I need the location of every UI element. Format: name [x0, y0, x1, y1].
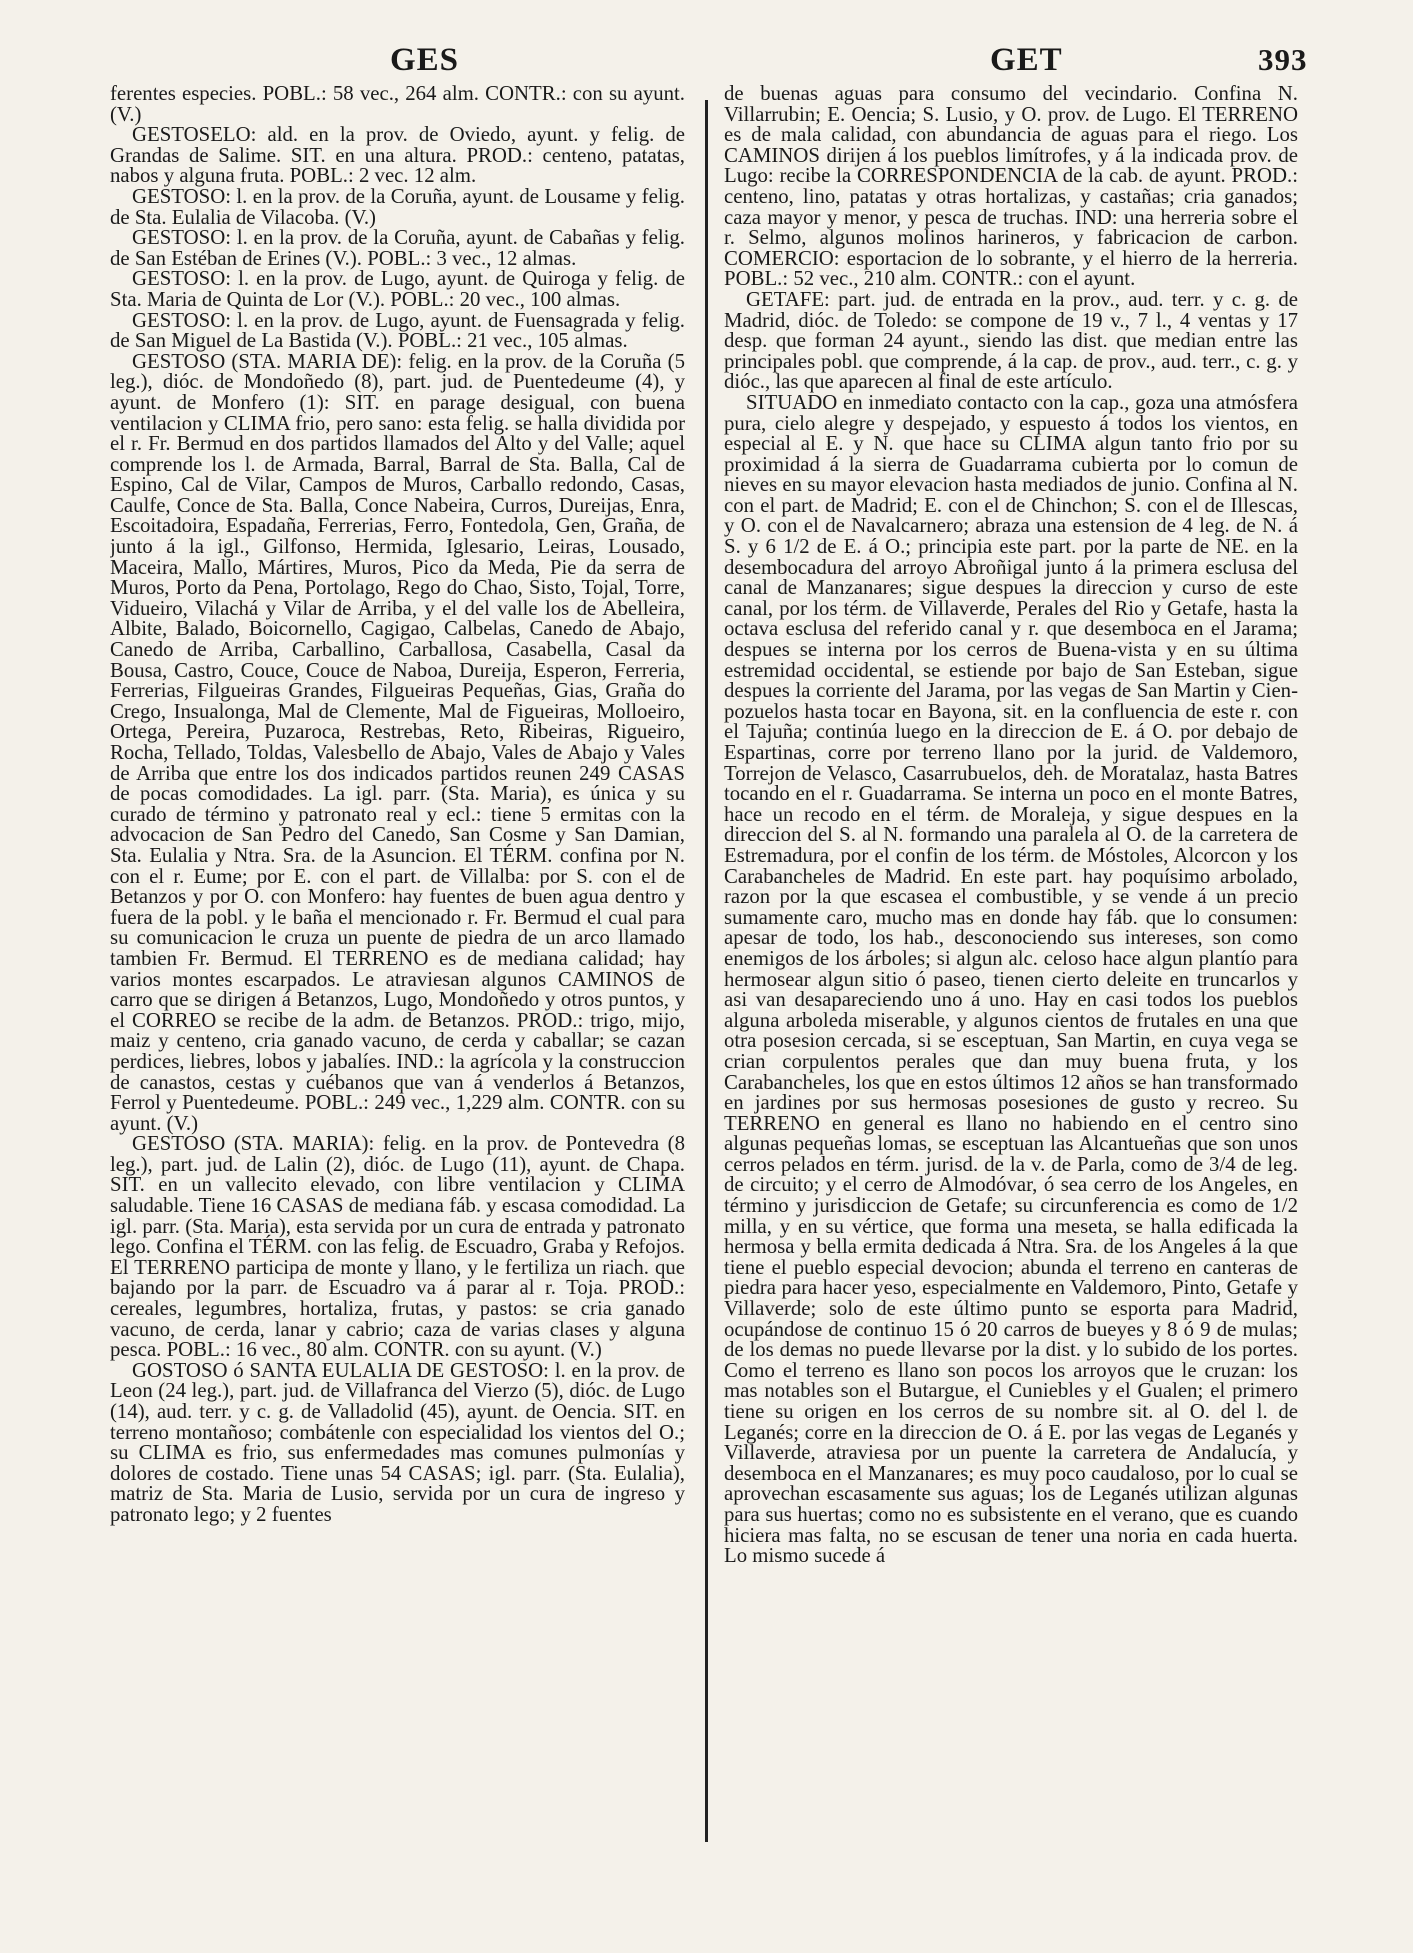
- column-divider: [705, 100, 708, 1842]
- entry-paragraph: GESTOSELO: ald. en la prov. de Oviedo, ayunt. y felig. de Grandas de Salime. SIT. en una altura. PROD.: centeno, patatas, nabos y alguna fruta. POBL.: 2 vec. 12 alm.: [110, 123, 685, 188]
- entry-paragraph: GESTOSO (STA. MARIA): felig. en la prov. de Pontevedra (8 leg.), part. jud. de Lalin (2), dióc. de Lugo (11), ayunt. de Chapa. SIT. en un vallecito elevado, con libre ventilacion y CLIMA saludable. Tiene 16 CASAS de mediana fáb. y escasa comodidad. La igl. parr. (Sta. Maria), esta servida por un cura de entrada y patronato lego. Confina el TÉRM. con las felig. de Escuadro, Graba y Refojos. El TERRENO participa de monte y llano, y le fertiliza un riach. que bajando por la parr. de Escuadro va á parar al r. Toja. PROD.: cereales, legumbres, hortaliza, frutas, y pastos: se cria ganado vacuno, de cerda, lanar y cabrio; caza de varias clases y alguna pesca. POBL.: 16 vec., 80 alm. CONTR. con su ayunt. (V.): [110, 1132, 685, 1362]
- page-number: 393: [1258, 42, 1308, 77]
- right-column: [724, 84, 1298, 1846]
- entry-paragraph: SITUADO en inmediato contacto con la cap., goza una atmósfera pura, cielo alegre y despejado, y espuesto á todos los vientos, en especial al E. y N. que hace su CLIMA algun tanto frio por su proximidad á la sierra de Guadarrama cubierta por lo comun de nieves en su mayor elevacion hasta mediados de junio. Confina al N. con el part. de Madrid; E. con el de Chinchon; S. con el de Illescas, y O. con el de Navalcarnero; abraza una estension de 4 leg. de N. á S. y 6 1/2 de E. á O.; principia este part. por la parte de NE. en la desembocadura del arroyo Abroñigal junto á la primera esclusa del canal de Manzanares; sigue despues la direccion y curso de este canal, por los térm. de Villaverde, Perales del Rio y Getafe, hasta la octava esclusa del referido canal y r. que desemboca en el Jarama; despues se interna por los cerros de Buena-vista y en su última estremidad occidental, se estiende por bajo de San Esteban, sigue despues la corriente del Jarama, por las vegas de San Martin y Cien-pozuelos hasta tocar en Bayona, sit. en la confluencia de este r. con el Tajuña; continúa luego en la direccion de E. á O. por debajo de Espartinas, corre por terreno llano por la jurid. de Valdemoro, Torrejon de Velasco, Casarrubuelos, deh. de Moratalaz, hasta Batres tocando en el r. Guadarrama. Se interna un poco en el monte Batres, hace un recodo en el térm. de Moraleja, y sigue despues en la direccion del S. al N. formando una paralela al O. de la carretera de Estremadura, por el confin de los térm. de Móstoles, Alcorcon y los Carabancheles de Madrid. En este part. hay poquísimo arbolado, razon por la que escasea el combustible, y se vende á un precio sumamente caro, mucho mas en donde hay fáb. que lo consumen: apesar de todo, los hab., desconociendo sus intereses, son como enemigos de los árboles; si algun alc. celoso hace algun plantío para hermosear algun sitio ó paseo, tienen cierto deleite en truncarlos y asi van desapareciendo uno á uno. Hay en casi todos los pueblos alguna arboleda miserable, y algunos cientos de frutales en una que otra posesion cercada, si se esceptuan, San Martin, en cuya vega se crian corpulentos perales que dan muy buena fruta, y los Carabancheles, los que en estos últimos 12 años se han transformado en jardines por sus hermosas posesiones de gusto y recreo. Su TERRENO en general es llano no habiendo en el centro sino algunas pequeñas lomas, se esceptuan las Alcantueñas que son unos cerros pelados en térm. jurisd. de la v. de Parla, como de 3/4 de leg. de circuito; y el cerro de Almodóvar, ó sea cerro de los Angeles, en término y jurisdiccion de Getafe; su circunferencia es como de 1/2 milla, y en su vértice, que forma una meseta, se halla edificada la hermosa y bella ermita dedicada á Ntra. Sra. de los Angeles á la que tiene el pueblo especial devocion; abunda el terreno en canteras de piedra para hacer yeso, especialmente en Valdemoro, Pinto, Getafe y Villaverde; solo de este último punto se esporta para Madrid, ocupándose de continuo 15 ó 20 carros de bueyes y 8 ó 9 de mulas; de los demas no puede llevarse por la dist. y lo subido de los portes. Como el terreno es llano son pocos los arroyos que le cruzan: los mas notables son el Butargue, el Cuniebles y el Gualen; el primero tiene su origen en los cerros de su nombre sit. al O. del l. de Leganés; corre en la direccion de O. á E. por las vegas de Leganés y Villaverde, atraviesa por un puente la carretera de Andalucía, y desemboca en el Manzanares; es muy poco caudaloso, por lo cual se aprovechan escasamente sus aguas; los de Leganés utilizan algunas para sus huertas; como no es subsistente en el verano, que es cuando hiciera mas falta, no se escusan de tener una noria en cada huerta. Lo mismo sucede á: [724, 390, 1298, 1568]
- entry-paragraph: ferentes especies. POBL.: 58 vec., 264 alm. CONTR.: con su ayunt. (V.): [110, 84, 685, 126]
- entry-paragraph: GESTOSO (STA. MARIA DE): felig. en la prov. de la Coruña (5 leg.), dióc. de Mondoñedo (8), part. jud. de Puentedeume (4), y ayunt. de Monfero (1): SIT. en parage desigual, con buena ventilacion y CLIMA frio, pero sano: esta felig. se halla dividida por el r. Fr. Bermud en dos partidos llamados del Alto y del Valle; aquel comprende los l. de Armada, Barral, Barral de Sta. Balla, Cal de Espino, Cal de Vilar, Campos de Muros, Carballo redondo, Casas, Caulfe, Conce de Sta. Balla, Conce Nabeira, Curros, Dureijas, Enra, Escoitadoira, Espadaña, Ferrerias, Ferro, Fontedola, Gen, Graña, de junto á la igl., Gilfonso, Hermida, Iglesario, Leiras, Lousado, Maceira, Mallo, Mártires, Muros, Pico da Meda, Pie da serra de Muros, Porto da Pena, Portolago, Rego do Chao, Sisto, Tojal, Torre, Vidueiro, Vilachá y Vilar de Arriba, y el del valle los de Abelleira, Albite, Balado, Boicornello, Cagigao, Calbelas, Canedo de Abajo, Canedo de Arriba, Carballino, Carballosa, Casabella, Casal da Bousa, Castro, Couce, Couce de Naboa, Dureija, Esperon, Ferreria, Ferrerias, Filgueiras Grandes, Filgueiras Pequeñas, Gias, Graña do Crego, Insualonga, Mal de Clemente, Mal de Figueiras, Molloeiro, Ortega, Pereira, Puzaroca, Restrebas, Reto, Ribeiras, Rigueiro, Rocha, Tellado, Toldas, Valesbello de Abajo, Vales de Abajo y Vales de Arriba que entre los dos indicados partidos reunen 249 CASAS de pocas comodidades. La igl. parr. (Sta. Maria), es única y su curado de término y patronato real y ecl.: tiene 5 ermitas con la advocacion de San Pedro del Canedo, San Cosme y San Damian, Sta. Eulalia y Ntra. Sra. de la Asuncion. El TÉRM. confina por N. con el r. Eume; por E. con el part. de Villalba: por S. con el de Betanzos y por O. con Monfero: hay fuentes de buen agua dentro y fuera de la pobl. y le baña el mencionado r. Fr. Bermud el cual para su comunicacion le cruza un puente de piedra de un arco llamado tambien Fr. Bermud. El TERRENO es de mediana calidad; hay varios montes escarpados. Le atraviesan algunos CAMINOS de carro que se dirigen á Betanzos, Lugo, Mondoñedo y otros puntos, y el CORREO se recibe de la adm. de Betanzos. PROD.: trigo, mijo, maiz y centeno, cria ganado vacuno, de cerda y caballar; se cazan perdices, liebres, lobos y jabalíes. IND.: la agrícola y la construccion de canastos, cestas y cuébanos que van á venderlos á Betanzos, Ferrol y Puentedeume. POBL.: 249 vec., 1,229 alm. CONTR. con su ayunt. (V.): [110, 349, 685, 1135]
- entry-paragraph: GETAFE: part. jud. de entrada en la prov., aud. terr. y c. g. de Madrid, dióc. de Toledo: se compone de 19 v., 7 l., 4 ventas y 17 desp. que forman 24 ayunt., siendo las dist. que median entre las principales pobl. que comprende, á la cap. de prov., aud. terr., c. g. y dióc., las que aparecen al final de este artículo.: [724, 287, 1298, 394]
- left-column: [110, 84, 685, 1846]
- header-left-word: GES: [390, 42, 460, 78]
- entry-paragraph: GESTOSO: l. en la prov. de Lugo, ayunt. de Fuensagrada y felig. de San Miguel de La Bastida (V.). POBL.: 21 vec., 105 almas.: [110, 308, 685, 353]
- entry-paragraph: GESTOSO: l. en la prov. de la Coruña, ayunt. de Cabañas y felig. de San Estéban de Erines (V.). POBL.: 3 vec., 12 almas.: [110, 226, 685, 270]
- entry-paragraph: GOSTOSO ó SANTA EULALIA DE GESTOSO: l. en la prov. de Leon (24 leg.), part. jud. de Villafranca del Vierzo (5), dióc. de Lugo (14), aud. terr. y c. g. de Valladolid (45), ayunt. de Oencia. SIT. en terreno montañoso; combátenle con especialidad los vientos del O.; su CLIMA es frio, sus enfermedades mas comunes pulmonías y dolores de costado. Tiene unas 54 CASAS; igl. parr. (Sta. Eulalia), matriz de Sta. Maria de Lusio, servida por un cura de ingreso y patronato lego; y 2 fuentes: [110, 1358, 685, 1526]
- entry-paragraph: GESTOSO: l. en la prov. de Lugo, ayunt. de Quiroga y felig. de Sta. Maria de Quinta de Lor (V.). POBL.: 20 vec., 100 almas.: [110, 267, 685, 311]
- entry-paragraph: GESTOSO: l. en la prov. de la Coruña, ayunt. de Lousame y felig. de Sta. Eulalia de Vilacoba. (V.): [110, 184, 685, 229]
- header-right-word: GET: [990, 42, 1063, 78]
- entry-paragraph: de buenas aguas para consumo del vecindario. Confina N. Villarrubin; E. Oencia; S. Lusio, y O. prov. de Lugo. El TERRENO es de mala calidad, con abundancia de aguas para el riego. Los CAMINOS dirijen á los pueblos limítrofes, y á la indicada prov. de Lugo: recibe la CORRESPONDENCIA de la cab. de ayunt. PROD.: centeno, lino, patatas y otras hortalizas, y castañas; cria ganados; caza mayor y menor, y pesca de truchas. IND: una herreria sobre el r. Selmo, algunos molinos harineros, y fabricacion de carbon. COMERCIO: esportacion de lo sobrante, y el hierro de la herreria. POBL.: 52 vec., 210 alm. CONTR.: con el ayunt.: [724, 84, 1298, 291]
